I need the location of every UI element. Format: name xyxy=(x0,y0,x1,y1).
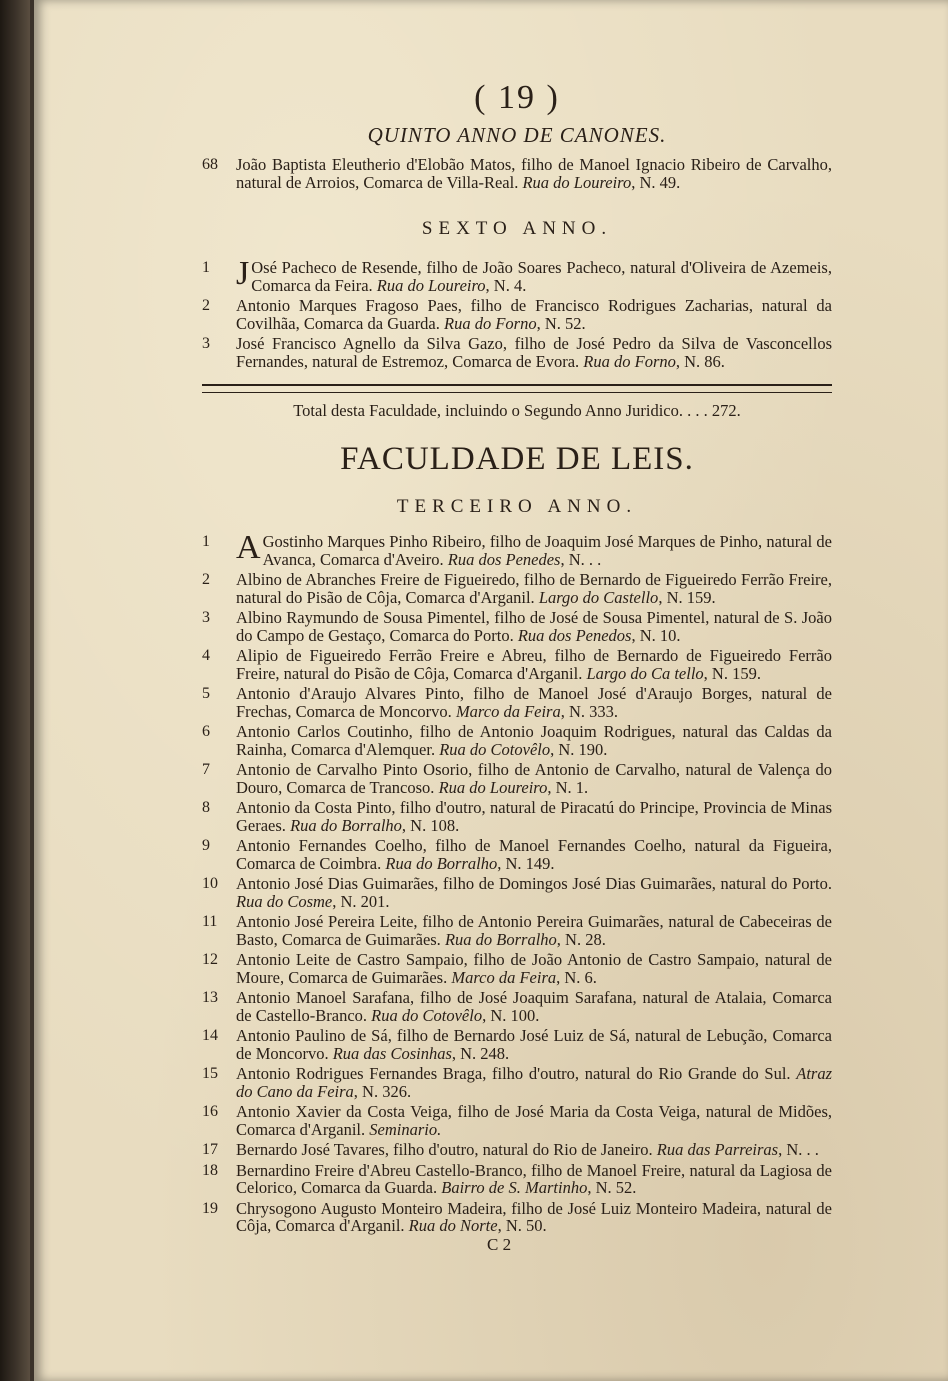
entry-house-number: , N. 50. xyxy=(497,1216,547,1235)
entry-address: Rua do Forno xyxy=(583,351,676,371)
entry-address: Rua dos Penedos xyxy=(517,625,632,645)
student-name: Bernardo José Tavares xyxy=(236,1140,385,1159)
entry-number: 68 xyxy=(202,156,218,173)
entry-details: , filho de Manoel José d'Araujo Borges, natural de Frechas, Comarca de Moncorvo. xyxy=(236,684,832,721)
entry-number: 11 xyxy=(202,913,218,930)
entry xyxy=(202,529,832,569)
entry-house-number: , N. 149. xyxy=(497,853,555,873)
entry-house-number: , N. 333. xyxy=(560,701,619,721)
entry-address: Atraz do Cano da Feira xyxy=(236,1064,833,1101)
entry-number: 17 xyxy=(202,1141,218,1158)
student-name: Antonio José Dias Guimarães xyxy=(236,874,435,893)
entry-number: 2 xyxy=(202,297,210,314)
entry xyxy=(202,335,832,370)
entry xyxy=(202,1162,832,1197)
entry-details: , filho d'outro, natural de Piracatú do Principe, Provincia de Minas Geraes. xyxy=(236,798,832,835)
entry-number: 6 xyxy=(202,723,210,740)
entry-house-number: , N. 86. xyxy=(675,351,725,371)
entry-house-number: , N. 248. xyxy=(451,1043,510,1063)
entry-address: Marco da Feira xyxy=(451,967,557,987)
terceiro-entries xyxy=(202,529,833,1235)
entry-house-number: , N. . . xyxy=(560,549,602,569)
student-name: Albino de Abranches Freire de Figueiredo xyxy=(236,570,516,589)
student-name: Antonio Marques Fragoso Paes xyxy=(236,296,458,315)
entry-address: Marco da Feira xyxy=(455,701,561,721)
entry-address: Rua das Parreiras xyxy=(656,1140,779,1159)
entry-number: 3 xyxy=(202,609,210,626)
entry-address: Rua do Norte xyxy=(408,1216,498,1235)
entry-address: Rua dos Penedes xyxy=(447,549,561,569)
student-name: Antonio Carlos Coutinho xyxy=(236,722,409,741)
entry-number: 14 xyxy=(202,1027,218,1044)
terceiro-title: TERCEIRO ANNO. xyxy=(396,496,638,517)
entry-address: Rua do Loureiro xyxy=(522,172,632,192)
student-name: Bernardino Freire d'Abreu Castello-Branco xyxy=(236,1160,523,1180)
entry xyxy=(202,837,832,872)
sexto-title: SEXTO ANNO. xyxy=(421,218,613,239)
entry-number: 9 xyxy=(202,837,210,854)
page xyxy=(34,0,948,1381)
entry xyxy=(202,1141,832,1159)
entry-address: Rua do Cosme xyxy=(236,891,333,911)
entry-house-number: , N. 49. xyxy=(631,172,681,192)
entry-number: 16 xyxy=(202,1103,218,1120)
entry-details: , filho de José Pedro da Silva de Vasconcellos Fernandes, natural de Estremoz, Comarca de Evora. xyxy=(236,334,832,371)
student-name: Antonio Leite de Castro Sampaio xyxy=(236,950,464,969)
faculty-title: FACULDADE DE LEIS. xyxy=(340,441,694,477)
entry-details: , filho d'outro, natural do Rio Grande do Sul. xyxy=(482,1064,791,1083)
entry xyxy=(202,1065,832,1100)
entry-details: , filho de Francisco Rodrigues Zacharias, natural da Covilhãa, Comarca da Guarda. xyxy=(236,296,832,333)
entry-address: Rua do Loureiro xyxy=(438,777,548,797)
entry-address: Rua do Loureiro xyxy=(376,275,486,295)
entry xyxy=(202,989,832,1024)
student-name: Antonio Rodrigues Fernandes Braga xyxy=(236,1064,483,1083)
entry xyxy=(202,609,832,644)
student-name: Antonio Paulino de Sá xyxy=(236,1026,388,1045)
entry xyxy=(202,951,832,986)
entry-details: , filho de Manoel Fernandes Coelho, natural da Figueira, Comarca de Coimbra. xyxy=(236,836,832,873)
entry xyxy=(202,571,832,606)
entry-details: , filho de Joaquim José Marques de Pinho, natural de Avanca, Comarca d'Aveiro. xyxy=(262,532,832,569)
entry xyxy=(202,685,832,720)
entry-number: 5 xyxy=(202,685,210,702)
entry-details: , filho de Manoel Freire, natural da Lagiosa de Celorico, Comarca da Guarda. xyxy=(236,1160,832,1197)
entry-details: , filho de Antonio Pereira Guimarães, natural de Cabeceiras de Basto, Comarca de Guimarães. xyxy=(236,912,832,949)
student-name: Antonio d'Araujo Alvares Pinto xyxy=(236,684,460,703)
entry-details: , filho de Antonio Joaquim Rodrigues, natural das Caldas da Rainha, Comarca d'Alemquer. xyxy=(236,722,832,759)
entry-number: 8 xyxy=(202,799,210,816)
entry-house-number: , N. 4. xyxy=(485,275,527,295)
entry-house-number: , N. 201. xyxy=(332,891,390,911)
entry-number: 1 xyxy=(202,259,210,276)
entry-house-number: , N. 1. xyxy=(547,777,589,797)
entry-address: Rua das Cosinhas xyxy=(332,1043,452,1063)
entry xyxy=(202,723,832,758)
entry-address: Seminario. xyxy=(369,1119,442,1139)
entry xyxy=(202,799,832,834)
entry-house-number: , N. 10. xyxy=(631,625,681,645)
entry-number: 10 xyxy=(202,875,218,892)
entry-house-number: , N. 326. xyxy=(353,1081,412,1101)
entry-house-number: , N. 52. xyxy=(587,1178,637,1197)
running-head: QUINTO ANNO DE CANONES. xyxy=(367,123,667,147)
entry-details: , filho de Antonio de Carvalho, natural de Valença do Douro, Comarca de Trancoso. xyxy=(236,760,832,797)
student-name: Antonio de Carvalho Pinto Osorio xyxy=(236,760,469,779)
entry xyxy=(202,1027,832,1062)
student-name: José Francisco Agnello da Silva Gazo xyxy=(236,334,503,353)
entry xyxy=(202,255,832,295)
page-number: ( 19 ) xyxy=(474,79,560,116)
entry-details: , filho de Bernardo José Luiz de Sá, natural de Lebução, Comarca de Moncorvo. xyxy=(236,1026,833,1063)
drop-cap: A xyxy=(236,529,261,566)
entry-details: , filho de José Luiz Monteiro Madeira, natural de Côja, Comarca d'Arganil. xyxy=(236,1198,832,1235)
entry-number: 3 xyxy=(202,335,210,352)
entry xyxy=(202,913,832,948)
entry-details: , filho de João Soares Pacheco, natural d'Oliveira de Azemeis, Comarca da Feira. xyxy=(251,258,832,295)
entry-number: 7 xyxy=(202,761,210,778)
entry-details: , filho de Bernardo de Figueiredo Ferrão Freire, natural do Pisão de Côja, Comarca d'Arganil. xyxy=(236,570,832,607)
entry-number: 2 xyxy=(202,571,210,588)
entry-address: Largo do Castello xyxy=(538,587,659,607)
entry-house-number: , N. 6. xyxy=(556,967,597,987)
student-name: Albino Raymundo de Sousa Pimentel xyxy=(236,608,486,627)
entry-number: 15 xyxy=(202,1065,218,1082)
entry-number: 19 xyxy=(202,1199,218,1217)
entry-number: 12 xyxy=(202,951,218,968)
quinto-entries xyxy=(202,156,832,191)
entry-number: 1 xyxy=(202,533,210,550)
entry-address: Rua do Cotovêlo xyxy=(371,1005,483,1025)
drop-cap: J xyxy=(236,255,250,292)
entry-number: 18 xyxy=(202,1161,218,1179)
student-name: Antonio Manoel Sarafana xyxy=(236,988,411,1007)
entry-address: Rua do Borralho xyxy=(290,815,402,835)
student-name: Gostinho Marques Pinho Ribeiro xyxy=(262,532,482,551)
entry-details: , filho d'outro, natural do Rio de Janeiro. xyxy=(384,1140,653,1159)
student-name: João Baptista Eleutherio d'Elobão Matos xyxy=(236,155,512,174)
entry-address: Rua do Forno xyxy=(444,313,537,333)
entry-house-number: , N. 108. xyxy=(401,815,460,835)
student-name: Osé Pacheco de Resende xyxy=(251,258,418,277)
entry xyxy=(202,761,832,796)
student-name: Antonio Xavier da Costa Veiga xyxy=(236,1102,448,1121)
entry-details: , filho de José Maria da Costa Veiga, natural de Midões, Comarca d'Arganil. xyxy=(236,1102,832,1139)
student-name: Chrysogono Augusto Monteiro Madeira xyxy=(236,1198,503,1218)
student-name: Antonio José Pereira Leite xyxy=(236,912,414,931)
entry-details: , filho de Bernardo de Figueiredo Ferrão Freire, natural do Pisão de Côja, Comarca d'Arganil. xyxy=(236,646,832,683)
student-name: Antonio Fernandes Coelho xyxy=(236,836,423,855)
entry xyxy=(202,875,832,910)
entry xyxy=(202,1200,832,1235)
entry-house-number: , N. 52. xyxy=(536,313,586,333)
entry-details: , filho de Manoel Ignacio Ribeiro de Carvalho, natural de Arroios, Comarca de Villa-Real. xyxy=(236,155,832,192)
entry-number: 13 xyxy=(202,989,218,1006)
entry-details: , filho de José de Sousa Pimentel, natural de S. João do Campo de Gestaço, Comarca do Porto. xyxy=(236,608,832,645)
entry-details: , filho de Domingos José Dias Guimarães, natural do Porto. xyxy=(434,874,832,893)
entry xyxy=(202,1103,832,1138)
entry-house-number: , N. . . xyxy=(778,1140,819,1159)
entry-house-number: , N. 100. xyxy=(482,1005,540,1025)
entry xyxy=(202,156,832,191)
entry-details: , filho de José Joaquim Sarafana, natural de Atalaia, Comarca de Castello-Branco. xyxy=(236,988,832,1025)
entry-house-number: , N. 159. xyxy=(658,587,716,607)
previous-page-edge xyxy=(0,0,30,1381)
divider-rule xyxy=(202,384,832,393)
entry xyxy=(202,297,832,332)
entry-address: Largo do Ca tello xyxy=(586,663,704,683)
signature-mark: C 2 xyxy=(487,1234,512,1254)
entry-address: Rua do Borralho xyxy=(385,853,498,873)
entry-address: Bairro de S. Martinho xyxy=(441,1178,588,1197)
entry-house-number: , N. 159. xyxy=(703,663,761,683)
student-name: Antonio da Costa Pinto xyxy=(236,798,392,817)
entry-details: , filho de João Antonio de Castro Sampaio, natural de Moure, Comarca de Guimarães. xyxy=(236,950,833,987)
entry-house-number: , N. 28. xyxy=(556,929,606,949)
entry xyxy=(202,647,832,682)
entry-address: Rua do Cotovêlo xyxy=(439,739,551,759)
total-line: Total desta Faculdade, incluindo o Segundo Anno Juridico. . . . 272. xyxy=(293,401,741,420)
sexto-entries xyxy=(202,255,832,371)
entry-house-number: , N. 190. xyxy=(550,739,608,759)
student-name: Alipio de Figueiredo Ferrão Freire e Abreu xyxy=(236,646,543,665)
text-block xyxy=(202,78,832,1255)
entry-number: 4 xyxy=(202,647,210,664)
entry-address: Rua do Borralho xyxy=(444,929,557,949)
